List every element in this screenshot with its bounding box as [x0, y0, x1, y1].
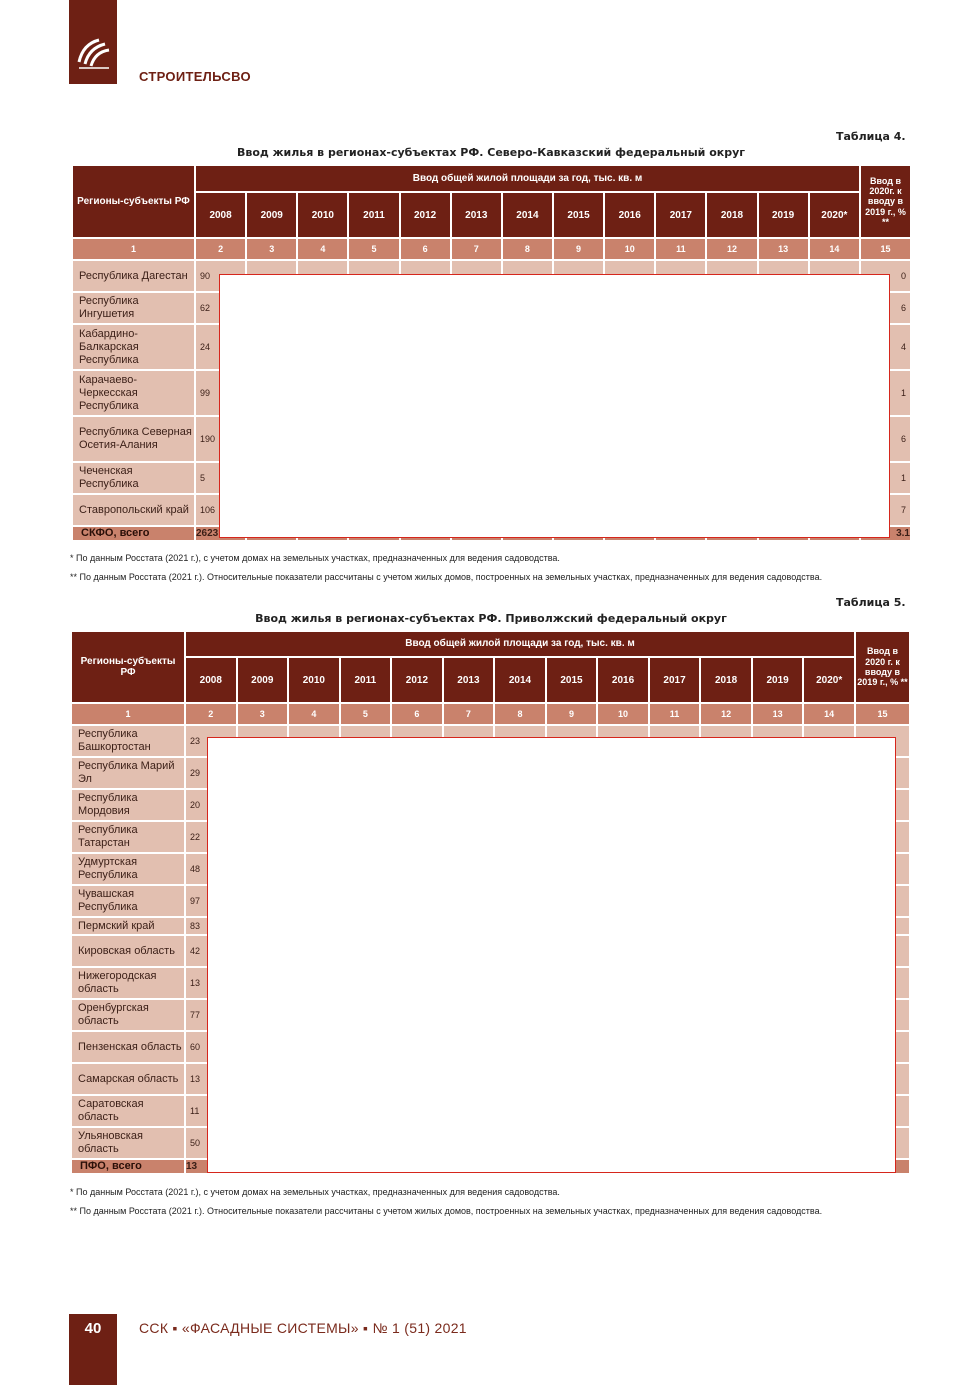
- table4-note1: * По данным Росстата (2021 г.), с учетом домах на земельных участках, предназначенных для ведения садоводства.: [70, 553, 560, 563]
- column-number: 14: [810, 239, 859, 259]
- year-header: 2009: [247, 193, 296, 237]
- column-number: 11: [650, 704, 700, 724]
- year-header: 2010: [289, 658, 339, 702]
- value-cell: 5: [196, 463, 245, 493]
- column-number: 12: [701, 704, 751, 724]
- year-header: 2015: [547, 658, 597, 702]
- column-number: 8: [503, 239, 552, 259]
- region-name: Ульяновская область: [72, 1128, 184, 1158]
- table5-title: Ввод жилья в регионах-субъектах РФ. Приволжский федеральный округ: [255, 612, 727, 625]
- year-header: 2020*: [804, 658, 854, 702]
- ratio-header: Ввод в 2020 г. к вводу в 2019 г., % **: [856, 632, 909, 702]
- region-name: Пермский край: [72, 918, 184, 934]
- region-name: Кировская область: [72, 936, 184, 966]
- region-name: Саратовская область: [72, 1096, 184, 1126]
- column-number: 15: [861, 239, 910, 259]
- year-header: 2018: [701, 658, 751, 702]
- year-header: 2014: [503, 193, 552, 237]
- column-number: 13: [753, 704, 803, 724]
- section-title: СТРОИТЕЛЬСВО: [139, 69, 251, 84]
- column-number: 12: [707, 239, 756, 259]
- year-header: 2012: [401, 193, 450, 237]
- column-number: 15: [856, 704, 909, 724]
- column-number: 7: [452, 239, 501, 259]
- page-number: 40: [84, 1320, 102, 1337]
- year-header: 2013: [444, 658, 494, 702]
- value-cell: 83: [186, 918, 236, 934]
- total-value: 2623: [196, 527, 245, 540]
- region-name: Республика Татарстан: [72, 822, 184, 852]
- region-name: Ставропольский край: [73, 495, 194, 525]
- region-name: Республика Марий Эл: [72, 758, 184, 788]
- value-cell: 13: [186, 1064, 236, 1094]
- column-number: 14: [804, 704, 854, 724]
- value-cell: 62: [196, 293, 245, 323]
- value-cell: 11: [186, 1096, 236, 1126]
- year-header: 2009: [238, 658, 288, 702]
- year-header: 2008: [186, 658, 236, 702]
- column-number: 4: [298, 239, 347, 259]
- region-name: Оренбургская область: [72, 1000, 184, 1030]
- redaction-box: [219, 274, 890, 538]
- column-number: 1: [73, 239, 194, 259]
- column-number: 1: [72, 704, 184, 724]
- region-name: Республика Башкортостан: [72, 726, 184, 756]
- region-name: Удмуртская Республика: [72, 854, 184, 884]
- column-number: 2: [196, 239, 245, 259]
- value-cell: 42: [186, 936, 236, 966]
- year-header: 2019: [753, 658, 803, 702]
- value-cell: 106: [196, 495, 245, 525]
- year-header: 2016: [598, 658, 648, 702]
- ratio-cell: 6: [861, 293, 910, 323]
- year-header: 2019: [759, 193, 808, 237]
- year-header: 2013: [452, 193, 501, 237]
- value-cell: 48: [186, 854, 236, 884]
- ratio-cell: 7: [861, 495, 910, 525]
- total-ratio: 3.1: [861, 527, 910, 540]
- ratio-cell: 0: [861, 261, 910, 291]
- total-label: СКФО, всего: [73, 527, 194, 540]
- year-header: 2017: [656, 193, 705, 237]
- value-cell: 20: [186, 790, 236, 820]
- year-header: 2016: [605, 193, 654, 237]
- logo-icon: [69, 0, 117, 84]
- value-cell: 50: [186, 1128, 236, 1158]
- column-number: 8: [495, 704, 545, 724]
- region-name: Карачаево-Черкесская Республика: [73, 371, 194, 415]
- table4-label: Таблица 4.: [836, 130, 906, 143]
- ratio-cell: 1: [861, 371, 910, 415]
- column-number: 10: [598, 704, 648, 724]
- redaction-box: [207, 737, 896, 1173]
- region-name: Кабардино-Балкарская Республика: [73, 325, 194, 369]
- value-cell: 23: [186, 726, 236, 756]
- region-header: Регионы-субъекты РФ: [72, 632, 184, 702]
- group-header: Ввод общей жилой площади за год, тыс. кв. м: [196, 166, 859, 191]
- year-header: 2017: [650, 658, 700, 702]
- region-name: Республика Ингушетия: [73, 293, 194, 323]
- ratio-cell: 1: [861, 463, 910, 493]
- region-name: Нижегородская область: [72, 968, 184, 998]
- table4-note2: ** По данным Росстата (2021 г.). Относительные показатели рассчитаны с учетом жилых домов, построенных на земельных участках, предназначенных для ведения садоводства.: [70, 572, 823, 582]
- table4-title: Ввод жилья в регионах-субъектах РФ. Северо-Кавказский федеральный округ: [236, 146, 746, 159]
- column-number: 4: [289, 704, 339, 724]
- column-number: 13: [759, 239, 808, 259]
- column-number: 6: [401, 239, 450, 259]
- column-number: 6: [392, 704, 442, 724]
- group-header: Ввод общей жилой площади за год, тыс. кв. м: [186, 632, 854, 656]
- column-number: 3: [238, 704, 288, 724]
- total-label: ПФО, всего: [72, 1160, 184, 1173]
- footer-text: ССК ▪ «ФАСАДНЫЕ СИСТЕМЫ» ▪ № 1 (51) 2021: [139, 1320, 467, 1336]
- year-header: 2010: [298, 193, 347, 237]
- year-header: 2014: [495, 658, 545, 702]
- value-cell: 99: [196, 371, 245, 415]
- region-header: Регионы-субъекты РФ: [73, 166, 194, 237]
- table5-label: Таблица 5.: [836, 596, 906, 609]
- value-cell: 60: [186, 1032, 236, 1062]
- column-number: 5: [341, 704, 391, 724]
- region-name: Республика Северная Осетия-Алания: [73, 417, 194, 461]
- value-cell: 13: [186, 968, 236, 998]
- region-name: Чеченская Республика: [73, 463, 194, 493]
- year-header: 2020*: [810, 193, 859, 237]
- logo: [69, 0, 117, 84]
- value-cell: 24: [196, 325, 245, 369]
- column-number: 9: [547, 704, 597, 724]
- year-header: 2011: [341, 658, 391, 702]
- region-name: Пензенская область: [72, 1032, 184, 1062]
- region-name: Республика Дагестан: [73, 261, 194, 291]
- year-header: 2008: [196, 193, 245, 237]
- value-cell: 22: [186, 822, 236, 852]
- ratio-cell: 4: [861, 325, 910, 369]
- region-name: Республика Мордовия: [72, 790, 184, 820]
- ratio-header: Ввод в 2020г. к вводу в 2019 г., % **: [861, 166, 910, 237]
- column-number: 10: [605, 239, 654, 259]
- value-cell: 29: [186, 758, 236, 788]
- ratio-cell: 6: [861, 417, 910, 461]
- year-header: 2015: [554, 193, 603, 237]
- region-name: Самарская область: [72, 1064, 184, 1094]
- column-number: 2: [186, 704, 236, 724]
- value-cell: 77: [186, 1000, 236, 1030]
- value-cell: 190: [196, 417, 245, 461]
- table5-note1: * По данным Росстата (2021 г.), с учетом домах на земельных участках, предназначенных для ведения садоводства.: [70, 1187, 560, 1197]
- column-number: 9: [554, 239, 603, 259]
- year-header: 2011: [349, 193, 398, 237]
- total-value: 13: [186, 1160, 236, 1173]
- column-number: 11: [656, 239, 705, 259]
- column-number: 3: [247, 239, 296, 259]
- column-number: 7: [444, 704, 494, 724]
- value-cell: 97: [186, 886, 236, 916]
- year-header: 2018: [707, 193, 756, 237]
- column-number: 5: [349, 239, 398, 259]
- table5-note2: ** По данным Росстата (2021 г.). Относительные показатели рассчитаны с учетом жилых домов, построенных на земельных участках, предназначенных для ведения садоводства.: [70, 1206, 823, 1216]
- value-cell: 90: [196, 261, 245, 291]
- region-name: Чувашская Республика: [72, 886, 184, 916]
- year-header: 2012: [392, 658, 442, 702]
